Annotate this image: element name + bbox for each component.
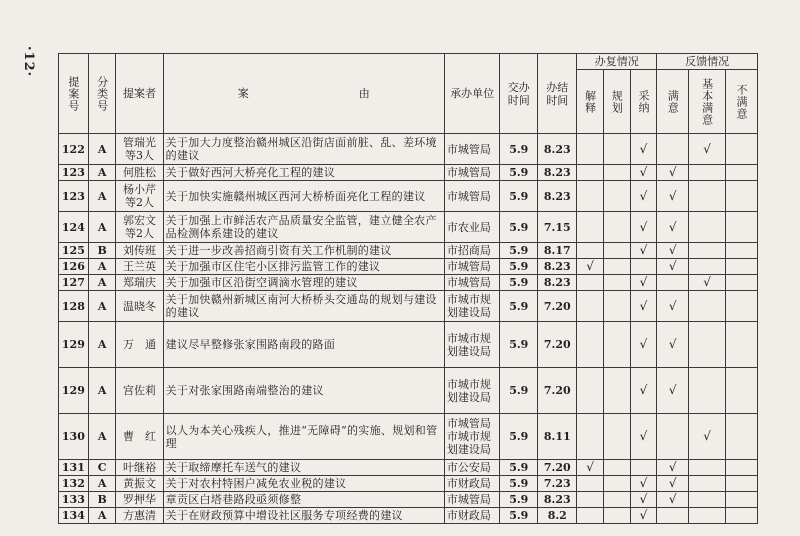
done-time-cell: 8.23 [538,259,577,275]
category-cell: A [88,212,116,243]
table-row [59,476,758,492]
reply-adopt-cell [630,243,657,259]
feedback-basic-cell [689,259,726,275]
proposer-cell: 杨小芹等2人 [116,181,163,212]
handler-cell: 市城管局市城市规划建设局 [444,414,499,460]
handler-cell: 市城市规划建设局 [444,291,499,322]
reply-explain-cell [577,414,604,460]
reply-explain-cell [577,508,604,524]
check-mark-icon: √ [639,188,648,203]
header-handler: 承办单位 [444,54,499,134]
check-mark-icon: √ [639,165,648,179]
reply-adopt-cell [630,460,657,476]
check-mark-icon: √ [639,476,648,490]
reply-explain-cell [577,460,604,476]
category-cell: A [88,368,116,414]
category-cell: A [88,275,116,291]
assign-time-cell: 5.9 [500,368,538,414]
table-row [59,414,758,460]
reply-plan-cell [603,259,630,275]
done-time-cell: 7.20 [538,291,577,322]
proposer-cell: 黄振文 [116,476,163,492]
check-mark-icon: √ [586,259,594,273]
table-row [59,212,758,243]
proposal-no-cell: 132 [59,476,89,492]
reply-adopt-cell [630,414,657,460]
check-mark-icon: √ [668,492,677,506]
table-row [59,165,758,181]
category-cell: B [88,243,116,259]
reply-adopt-cell [630,368,657,414]
feedback-unsatisfied-cell [726,492,758,508]
feedback-basic-cell [689,322,726,368]
done-time-cell: 8.23 [538,181,577,212]
feedback-satisfied-cell [657,212,689,243]
assign-time-cell: 5.9 [500,291,538,322]
proposal-table [58,53,758,524]
proposer-cell: 郭宏文等2人 [116,212,163,243]
feedback-unsatisfied-cell [726,460,758,476]
proposer-cell: 曹 红 [116,414,163,460]
proposal-no-cell: 128 [59,291,89,322]
done-time-cell: 7.20 [538,368,577,414]
category-cell: A [88,291,116,322]
proposal-no-cell: 129 [59,368,89,414]
feedback-unsatisfied-cell [726,275,758,291]
category-cell: A [88,165,116,181]
page-number: ·12· [21,46,36,78]
done-time-cell: 8.11 [538,414,577,460]
assign-time-cell: 5.9 [500,181,538,212]
reply-plan-cell [603,508,630,524]
header-assign-time: 交办时间 [500,54,538,134]
handler-cell: 市公安局 [444,460,499,476]
assign-time-cell: 5.9 [500,476,538,492]
reply-plan-cell [603,212,630,243]
category-cell: A [88,508,116,524]
handler-cell: 市城管局 [444,275,499,291]
proposer-cell: 方惠清 [116,508,163,524]
reply-adopt-cell [630,492,657,508]
feedback-unsatisfied-cell [726,259,758,275]
header-reason: 案 由 [163,54,444,134]
handler-cell: 市城管局 [444,492,499,508]
assign-time-cell: 5.9 [500,243,538,259]
done-time-cell: 7.15 [538,212,577,243]
feedback-basic-cell [689,181,726,212]
table-row [59,243,758,259]
header-category: 分类号 [88,54,116,134]
header-reply-explain: 解释 [577,70,604,134]
check-mark-icon: √ [639,492,648,506]
check-mark-icon: √ [639,429,648,443]
table-row [59,259,758,275]
table-row [59,368,758,414]
category-cell: A [88,181,116,212]
proposal-no-cell: 130 [59,414,89,460]
reason-cell: 以人为本关心残疾人，推进“无障碍”的实施、规划和管理 [163,414,444,460]
feedback-basic-cell [689,492,726,508]
reason-cell: 建议尽早整修张家围路南段的路面 [163,322,444,368]
proposal-no-cell: 127 [59,275,89,291]
feedback-basic-cell [689,476,726,492]
check-mark-icon: √ [703,429,711,443]
handler-cell: 市城管局 [444,165,499,181]
handler-cell: 市城管局 [444,259,499,275]
reply-plan-cell [603,476,630,492]
assign-time-cell: 5.9 [500,259,538,275]
reply-adopt-cell [630,212,657,243]
feedback-unsatisfied-cell [726,508,758,524]
assign-time-cell: 5.9 [500,134,538,165]
proposer-cell: 管瑞光等3人 [116,134,163,165]
check-mark-icon: √ [668,188,677,203]
reason-cell: 关于在财政预算中增设社区服务专项经费的建议 [163,508,444,524]
reply-explain-cell [577,165,604,181]
reply-plan-cell [603,181,630,212]
proposal-no-cell: 122 [59,134,89,165]
feedback-unsatisfied-cell [726,414,758,460]
feedback-satisfied-cell [657,134,689,165]
check-mark-icon: √ [668,460,677,474]
reply-adopt-cell [630,275,657,291]
reply-explain-cell [577,212,604,243]
header-done-time: 办结时间 [538,54,577,134]
reply-explain-cell [577,134,604,165]
proposal-no-cell: 123 [59,181,89,212]
handler-cell: 市财政局 [444,476,499,492]
feedback-satisfied-cell [657,181,689,212]
handler-cell: 市招商局 [444,243,499,259]
header-reply-plan: 规划 [603,70,630,134]
reply-explain-cell [577,291,604,322]
feedback-basic-cell [689,134,726,165]
category-cell: A [88,134,116,165]
check-mark-icon: √ [639,508,648,522]
reply-plan-cell [603,275,630,291]
done-time-cell: 8.2 [538,508,577,524]
reason-cell: 关于加强市区住宅小区排污监管工作的建议 [163,259,444,275]
feedback-satisfied-cell [657,322,689,368]
assign-time-cell: 5.9 [500,212,538,243]
proposer-cell: 罗押华 [116,492,163,508]
feedback-basic-cell [689,243,726,259]
assign-time-cell: 5.9 [500,460,538,476]
reply-adopt-cell [630,322,657,368]
reply-adopt-cell [630,259,657,275]
reason-cell: 关于做好西河大桥亮化工程的建议 [163,165,444,181]
feedback-unsatisfied-cell [726,368,758,414]
header-reply-adopt: 采纳 [630,70,657,134]
reason-cell: 关于进一步改善招商引资有关工作机制的建议 [163,243,444,259]
assign-time-cell: 5.9 [500,508,538,524]
proposer-cell: 何胜松 [116,165,163,181]
check-mark-icon: √ [668,165,677,179]
reply-plan-cell [603,243,630,259]
header-proposal-no: 提案号 [59,54,89,134]
reason-cell: 关于取缔摩托车送气的建议 [163,460,444,476]
reply-adopt-cell [630,508,657,524]
reason-cell: 关于加强市区沿街空调滴水管理的建议 [163,275,444,291]
feedback-basic-cell [689,368,726,414]
table-row [59,275,758,291]
done-time-cell: 8.23 [538,492,577,508]
feedback-unsatisfied-cell [726,291,758,322]
feedback-unsatisfied-cell [726,165,758,181]
proposer-cell: 王兰英 [116,259,163,275]
proposal-no-cell: 134 [59,508,89,524]
check-mark-icon: √ [639,243,648,257]
reply-plan-cell [603,291,630,322]
reason-cell: 关于加快赣州新城区南河大桥桥头交通岛的规划与建设的建议 [163,291,444,322]
table-row [59,322,758,368]
category-cell: A [88,259,116,275]
feedback-satisfied-cell [657,259,689,275]
reply-adopt-cell [630,165,657,181]
reply-plan-cell [603,165,630,181]
proposal-no-cell: 125 [59,243,89,259]
reply-adopt-cell [630,134,657,165]
assign-time-cell: 5.9 [500,165,538,181]
feedback-basic-cell [689,212,726,243]
check-mark-icon: √ [703,275,711,289]
check-mark-icon: √ [639,275,648,289]
reply-plan-cell [603,322,630,368]
proposer-cell: 刘传班 [116,243,163,259]
table-row [59,492,758,508]
proposal-no-cell: 123 [59,165,89,181]
handler-cell: 市城管局 [444,181,499,212]
table-row [59,134,758,165]
handler-cell: 市财政局 [444,508,499,524]
feedback-basic-cell [689,508,726,524]
feedback-basic-cell [689,414,726,460]
reply-explain-cell [577,368,604,414]
reason-cell: 关于加快实施赣州城区西河大桥桥面亮化工程的建议 [163,181,444,212]
feedback-satisfied-cell [657,460,689,476]
check-mark-icon: √ [639,141,648,156]
reply-explain-cell [577,181,604,212]
header-feedback-group: 反馈情况 [657,54,758,70]
feedback-satisfied-cell [657,476,689,492]
reason-cell: 关于加强上市鲜活农产品质量安全监管，建立健全农产品检测体系建设的建议 [163,212,444,243]
proposal-no-cell: 131 [59,460,89,476]
check-mark-icon: √ [668,476,677,490]
reply-explain-cell [577,259,604,275]
handler-cell: 市城市规划建设局 [444,322,499,368]
feedback-satisfied-cell [657,275,689,291]
reply-adopt-cell [630,291,657,322]
check-mark-icon: √ [668,337,677,351]
category-cell: A [88,322,116,368]
proposer-cell: 温晓冬 [116,291,163,322]
proposal-no-cell: 124 [59,212,89,243]
check-mark-icon: √ [639,298,648,313]
category-cell: B [88,492,116,508]
proposal-no-cell: 133 [59,492,89,508]
reason-cell: 关于对农村特困户减免农业税的建议 [163,476,444,492]
check-mark-icon: √ [703,141,711,156]
done-time-cell: 8.23 [538,134,577,165]
reply-plan-cell [603,492,630,508]
proposer-cell: 宫佐莉 [116,368,163,414]
reason-cell: 章贡区白塔巷路段亟须修整 [163,492,444,508]
check-mark-icon: √ [586,460,594,474]
check-mark-icon: √ [668,243,677,257]
feedback-satisfied-cell [657,291,689,322]
done-time-cell: 8.17 [538,243,577,259]
done-time-cell: 7.20 [538,460,577,476]
proposal-no-cell: 129 [59,322,89,368]
assign-time-cell: 5.9 [500,492,538,508]
check-mark-icon: √ [668,219,677,234]
reply-explain-cell [577,476,604,492]
done-time-cell: 7.20 [538,322,577,368]
feedback-unsatisfied-cell [726,134,758,165]
feedback-basic-cell [689,275,726,291]
feedback-basic-cell [689,460,726,476]
category-cell: A [88,476,116,492]
header-reply-group: 办复情况 [577,54,657,70]
feedback-satisfied-cell [657,492,689,508]
proposer-cell: 叶继裕 [116,460,163,476]
table-header [59,54,758,134]
feedback-satisfied-cell [657,243,689,259]
feedback-basic-cell [689,291,726,322]
feedback-unsatisfied-cell [726,212,758,243]
proposer-cell: 郑瑞庆 [116,275,163,291]
reason-cell: 关于加大力度整治赣州城区沿街店面前脏、乱、差环境的建议 [163,134,444,165]
category-cell: C [88,460,116,476]
check-mark-icon: √ [639,219,648,234]
feedback-unsatisfied-cell [726,181,758,212]
proposer-cell: 万 通 [116,322,163,368]
done-time-cell: 8.23 [538,275,577,291]
assign-time-cell: 5.9 [500,414,538,460]
reply-adopt-cell [630,476,657,492]
proposal-no-cell: 126 [59,259,89,275]
feedback-satisfied-cell [657,368,689,414]
reply-explain-cell [577,492,604,508]
reply-explain-cell [577,275,604,291]
assign-time-cell: 5.9 [500,322,538,368]
table-body [59,134,758,524]
assign-time-cell: 5.9 [500,275,538,291]
reply-plan-cell [603,368,630,414]
reply-explain-cell [577,322,604,368]
check-mark-icon: √ [668,298,677,313]
handler-cell: 市农业局 [444,212,499,243]
reply-adopt-cell [630,181,657,212]
check-mark-icon: √ [668,259,677,273]
reply-plan-cell [603,460,630,476]
feedback-unsatisfied-cell [726,476,758,492]
reply-plan-cell [603,414,630,460]
handler-cell: 市城管局 [444,134,499,165]
table-row [59,508,758,524]
feedback-unsatisfied-cell [726,243,758,259]
reply-explain-cell [577,243,604,259]
category-cell: A [88,414,116,460]
done-time-cell: 7.23 [538,476,577,492]
feedback-satisfied-cell [657,414,689,460]
feedback-unsatisfied-cell [726,322,758,368]
header-feedback-satisfied: 满意 [657,70,689,134]
header-feedback-basic: 基本满意 [689,70,726,134]
check-mark-icon: √ [668,383,677,397]
feedback-satisfied-cell [657,165,689,181]
handler-cell: 市城市规划建设局 [444,368,499,414]
reason-cell: 关于对张家围路南端整治的建议 [163,368,444,414]
check-mark-icon: √ [639,383,648,397]
feedback-satisfied-cell [657,508,689,524]
header-feedback-unsatisfied: 不满意 [726,70,758,134]
table-row [59,460,758,476]
check-mark-icon: √ [639,337,648,351]
table-row [59,291,758,322]
table-row [59,181,758,212]
feedback-basic-cell [689,165,726,181]
header-proposer: 提案者 [116,54,163,134]
reply-plan-cell [603,134,630,165]
done-time-cell: 8.23 [538,165,577,181]
